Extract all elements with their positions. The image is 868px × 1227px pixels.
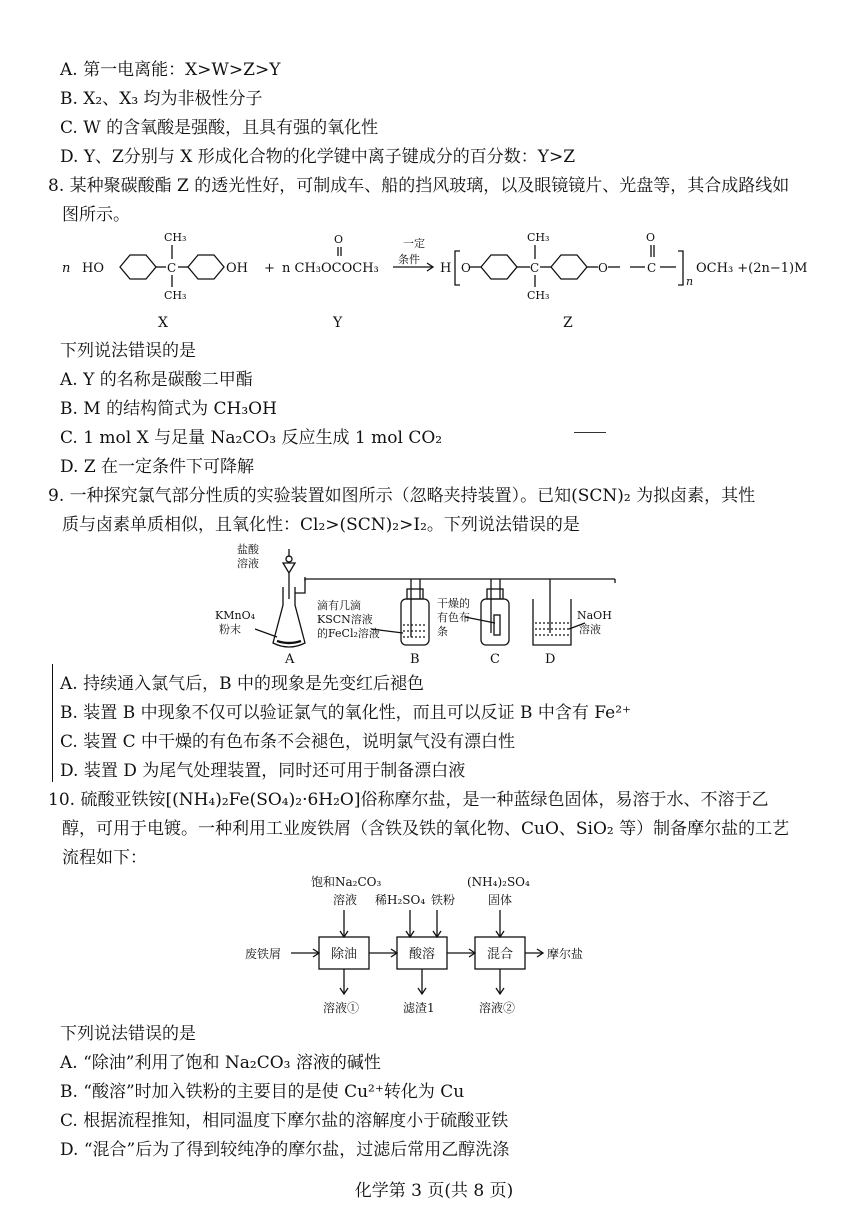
y-formula: n CH₃OCOCH₃ [282,261,379,276]
q7-option-c: C. W 的含氧酸是强酸，且具有强的氧化性 [60,118,379,138]
apparatus-diagram [215,537,635,667]
z-h: H [440,261,452,276]
output-residue-1: 滤渣1 [403,1001,435,1015]
q8-stem-line2: 图所示。 [62,205,130,225]
label-c-3: 条 [437,625,448,638]
q7-option-d: D. Y、Z分别与 X 形成化合物的化学键中离子键成分的百分数：Y>Z [60,147,576,167]
output-solution-1: 溶液① [323,1001,360,1015]
label-z: Z [563,315,573,331]
q10-stem-line3: 流程如下： [62,848,147,868]
plus-sign: + [264,261,275,276]
q9-option-d: D. 装置 D 为尾气处理装置，同时还可用于制备漂白液 [60,761,466,781]
q7-option-b: B. X₂、X₃ 均为非极性分子 [60,89,263,109]
end-mohr-salt: 摩尔盐 [547,947,584,961]
q9-stem-line1: 9. 一种探究氯气部分性质的实验装置如图所示（忽略夹持装置）。已知(SCN)₂ 为拟卤素，其性 [48,486,756,506]
z-tail: OCH₃ +(2n−1)M [696,261,808,276]
q8-stem-line1: 8. 某种聚碳酸酯 Z 的透光性好，可制成车、船的挡风玻璃，以及眼镜镜片、光盘等，其合成路线如 [48,176,790,196]
label-a: A [285,652,295,667]
input-na2co3-1: 饱和Na₂CO₃ [311,875,382,889]
q8-option-a: A. Y 的名称是碳酸二甲酯 [60,370,253,390]
input-iron-powder: 铁粉 [431,893,456,907]
q8-option-b: B. M 的结构简式为 CH₃OH [60,399,277,419]
z-c-center: C [530,261,540,275]
z-n: n [686,275,694,288]
x-ho: HO [82,261,104,276]
box-1-label: 除油 [331,947,358,962]
benzene-ring [481,255,517,279]
stray-mark [574,432,606,433]
beaker-d [533,599,571,645]
process-flowchart [245,870,645,1020]
condition-bottom: 条件 [398,253,420,266]
label-b-1: 滴有几滴 [317,599,361,612]
q10-option-d: D. “混合”后为了得到较纯净的摩尔盐，过滤后常用乙醇洗涤 [60,1140,510,1160]
x-ch3-top: CH₃ [164,231,187,244]
q10-stem-line1: 10. 硫酸亚铁铵[(NH₄)₂Fe(SO₄)₂·6H₂O]俗称摩尔盐，是一种蓝绿色固体，易溶于水、不溶于乙 [48,790,769,810]
q8-option-d: D. Z 在一定条件下可降解 [60,457,255,477]
x-ch3-bottom: CH₃ [164,289,187,302]
condition-top: 一定 [403,237,425,250]
q8-option-c: C. 1 mol X 与足量 Na₂CO₃ 反应生成 1 mol CO₂ [60,428,443,448]
box-3-label: 混合 [487,947,514,962]
y-carbonyl-o: O [334,233,344,246]
box-2-label: 酸溶 [409,947,436,962]
benzene-ring [120,255,156,279]
z-o1: O [461,261,471,275]
label-b: B [410,652,420,667]
label-c-2: 有色布 [437,611,470,624]
bottle-c [481,599,509,645]
z-ch3-bottom: CH₃ [527,289,550,302]
q9-option-b: B. 装置 B 中现象不仅可以验证氯气的氧化性，而且可以反证 B 中含有 Fe²⁺ [60,703,632,723]
label-d: D [545,652,556,667]
label-hcl-1: 盐酸 [237,543,259,556]
q10-option-b: B. “酸溶”时加入铁粉的主要目的是使 Cu²⁺转化为 Cu [60,1082,465,1102]
z-c: C [647,261,657,275]
z-ch3-top: CH₃ [527,231,550,244]
q9-option-a: A. 持续通入氯气后，B 中的现象是先变红后褪色 [60,674,424,694]
z-carbonyl-o: O [646,231,656,244]
reaction-scheme [48,225,868,335]
start-scrap-iron: 废铁屑 [245,947,282,961]
input-h2so4: 稀H₂SO₄ [375,893,426,907]
q10-option-a: A. “除油”利用了饱和 Na₂CO₃ 溶液的碱性 [60,1053,381,1073]
input-nh4so4-1: (NH₄)₂SO₄ [467,875,530,889]
q10-prompt: 下列说法错误的是 [60,1024,196,1044]
x-c: C [167,261,177,275]
input-na2co3-2: 溶液 [333,893,358,907]
label-kmno4-2: 粉末 [219,623,241,636]
coef-n: n [62,261,71,276]
x-oh: OH [226,261,248,276]
q10-stem-line2: 醇，可用于电镀。一种利用工业废铁屑（含铁及铁的氧化物、CuO、SiO₂ 等）制备摩尔盐的工艺 [62,819,790,839]
page-footer: 化学第 3 页(共 8 页) [354,1181,514,1201]
label-x: X [158,315,168,331]
q9-stem-line2: 质与卤素单质相似，且氧化性：Cl₂>(SCN)₂>I₂。下列说法错误的是 [62,515,580,535]
bottle-b [401,599,429,645]
label-b-3: 的FeCl₂溶液 [317,627,380,640]
label-hcl-2: 溶液 [237,557,259,570]
input-nh4so4-2: 固体 [488,893,513,907]
label-kmno4-1: KMnO₄ [215,609,255,622]
q8-prompt: 下列说法错误的是 [60,341,196,361]
q7-option-a: A. 第一电离能：X>W>Z>Y [60,60,281,80]
label-c: C [490,652,500,667]
label-y: Y [333,315,343,331]
label-c-1: 干燥的 [437,597,470,610]
benzene-ring [551,255,587,279]
output-solution-2: 溶液② [479,1001,516,1015]
q10-option-c: C. 根据流程推知，相同温度下摩尔盐的溶解度小于硫酸亚铁 [60,1111,509,1131]
z-o2: O [598,261,608,275]
label-d-1: NaOH [577,609,612,622]
label-d-2: 溶液 [579,623,601,636]
margin-rule [52,664,53,782]
benzene-ring [188,255,224,279]
q9-option-c: C. 装置 C 中干燥的有色布条不会褪色，说明氯气没有漂白性 [60,732,516,752]
label-b-2: KSCN溶液 [317,613,373,626]
